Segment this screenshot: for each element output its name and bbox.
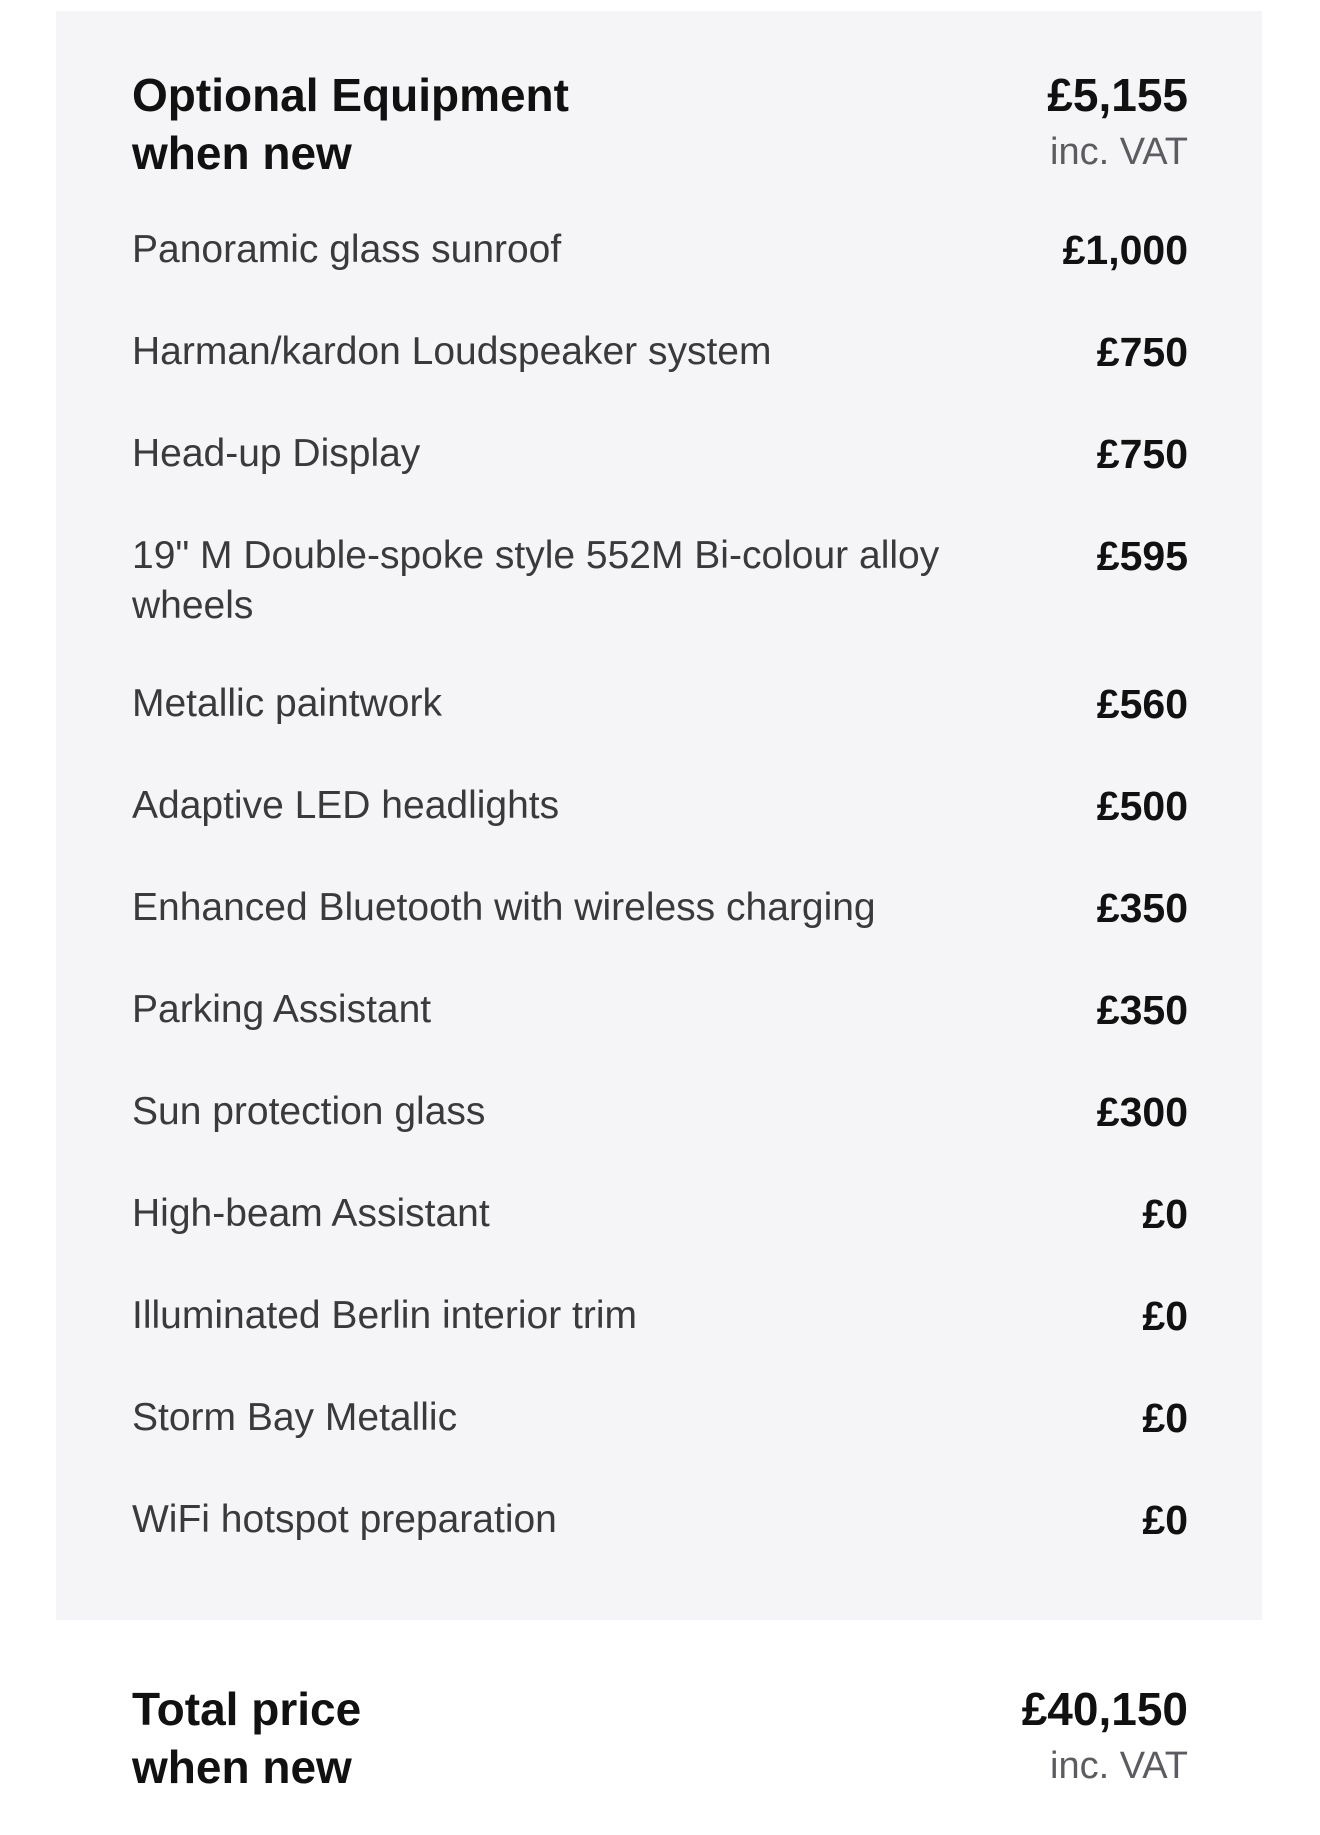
equipment-item [132, 985, 1188, 1087]
equipment-list [132, 225, 1188, 1597]
optional-equipment-title [132, 66, 692, 182]
optional-equipment-amount: £5,155 [1047, 69, 1188, 121]
optional-equipment-title-line2: when new [132, 127, 352, 179]
equipment-item [132, 781, 1188, 883]
equipment-item [132, 531, 1188, 679]
equipment-item-label: Enhanced Bluetooth with wireless charging [132, 886, 876, 929]
optional-equipment-vat-note: inc. VAT [1050, 131, 1188, 173]
equipment-item-price: £1,000 [1062, 227, 1188, 273]
equipment-item-price: £350 [1096, 885, 1188, 931]
equipment-item-label: Adaptive LED headlights [132, 784, 560, 827]
equipment-item [132, 1087, 1188, 1189]
equipment-item-price: £750 [1096, 431, 1188, 477]
equipment-item-price: £0 [1142, 1395, 1188, 1441]
equipment-item [132, 1393, 1188, 1495]
equipment-item-price: £0 [1142, 1191, 1188, 1237]
total-price-vat-note: inc. VAT [1050, 1745, 1188, 1787]
total-price-title [132, 1680, 692, 1796]
total-price-value [1022, 1680, 1188, 1790]
equipment-item-label: High-beam Assistant [132, 1192, 490, 1235]
equipment-item [132, 225, 1188, 327]
equipment-item-label: Parking Assistant [132, 988, 432, 1031]
equipment-item [132, 679, 1188, 781]
equipment-item [132, 1291, 1188, 1393]
optional-equipment-title-line1: Optional Equipment [132, 69, 569, 121]
equipment-item-label: Head-up Display [132, 432, 421, 475]
equipment-item-label: WiFi hotspot preparation [132, 1498, 557, 1541]
total-price-title-line1: Total price [132, 1683, 362, 1735]
equipment-item [132, 1189, 1188, 1291]
equipment-item [132, 327, 1188, 429]
equipment-item-price: £350 [1096, 987, 1188, 1033]
equipment-item [132, 429, 1188, 531]
equipment-item-label: Panoramic glass sunroof [132, 228, 562, 271]
equipment-item [132, 1495, 1188, 1597]
equipment-item-price: £595 [1096, 533, 1188, 579]
total-price-amount: £40,150 [1021, 1683, 1188, 1735]
equipment-item-price: £0 [1142, 1293, 1188, 1339]
optional-equipment-price [1047, 66, 1188, 176]
equipment-item-price: £300 [1096, 1089, 1188, 1135]
equipment-item-price: £500 [1096, 783, 1188, 829]
total-price-section [132, 1680, 1188, 1796]
equipment-item [132, 883, 1188, 985]
equipment-item-label: Storm Bay Metallic [132, 1396, 458, 1439]
equipment-item-label: Metallic paintwork [132, 682, 442, 725]
equipment-item-label: Sun protection glass [132, 1090, 486, 1133]
total-price-title-line2: when new [132, 1741, 352, 1793]
equipment-item-label: 19" M Double-spoke style 552M Bi-colour alloy wheels [132, 534, 940, 627]
equipment-item-label: Illuminated Berlin interior trim [132, 1294, 638, 1337]
equipment-item-price: £560 [1096, 681, 1188, 727]
equipment-item-price: £750 [1096, 329, 1188, 375]
equipment-item-price: £0 [1142, 1497, 1188, 1543]
equipment-item-label: Harman/kardon Loudspeaker system [132, 330, 772, 373]
optional-equipment-header [132, 66, 1188, 182]
